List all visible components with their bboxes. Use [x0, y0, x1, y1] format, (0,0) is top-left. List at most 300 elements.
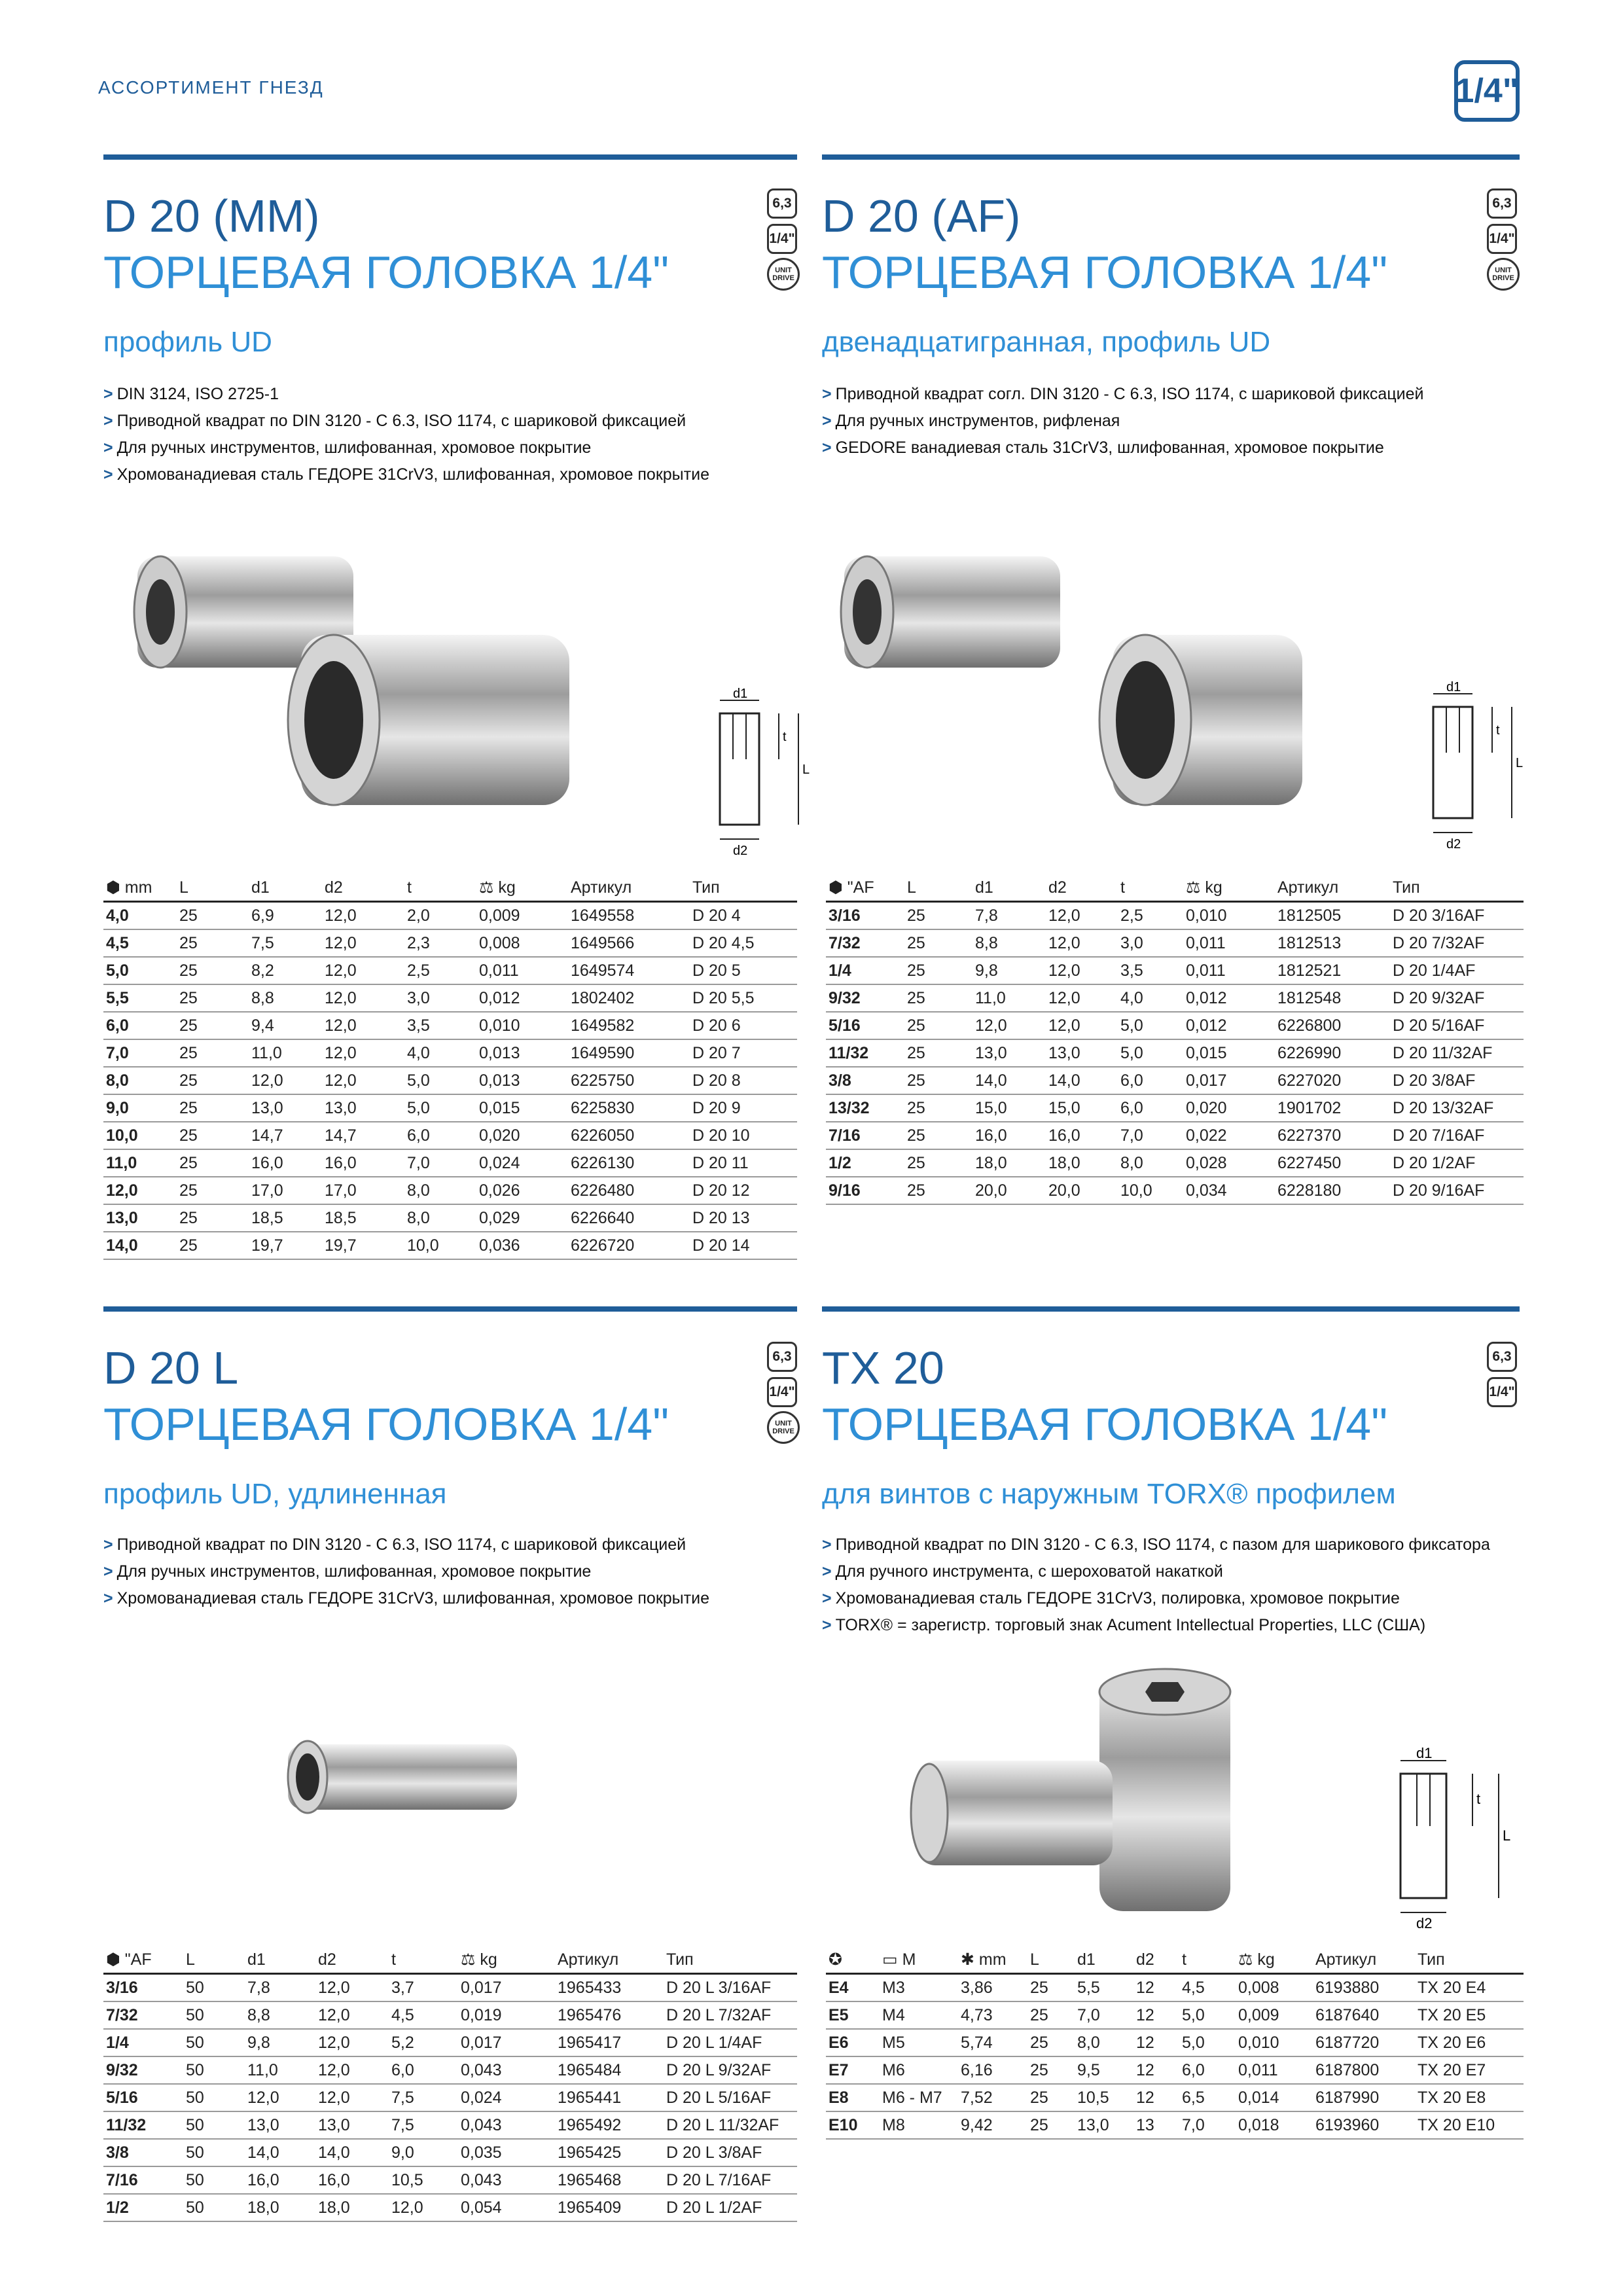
table-cell: 12	[1133, 2084, 1179, 2111]
table-cell: E6	[826, 2029, 880, 2056]
table-cell: 10,5	[389, 2166, 458, 2194]
table-cell: 6193880	[1313, 1974, 1415, 2002]
table-cell: 25	[904, 1067, 972, 1094]
table-cell: 0,018	[1236, 2111, 1313, 2139]
table-cell: 0,010	[1236, 2029, 1313, 2056]
table-row	[826, 2056, 1524, 2084]
feature-item: > Приводной квадрат по DIN 3120 - C 6.3, ISO 1174, с шариковой фиксацией	[103, 412, 687, 430]
table-cell: 14,0	[103, 1232, 177, 1259]
table-cell: 0,008	[1236, 1974, 1313, 2002]
product-subtitle: двенадцатигранная, профиль UD	[822, 326, 1271, 358]
table-cell: 14,7	[249, 1122, 322, 1149]
table-cell: 25	[177, 1177, 249, 1204]
table-cell: M3	[880, 1974, 958, 2002]
table-cell: 4,0	[1118, 984, 1183, 1012]
table-cell: 50	[183, 2111, 245, 2139]
table-cell: M6 - M7	[880, 2084, 958, 2111]
table-cell: 7/16	[826, 1122, 904, 1149]
table-cell: 0,019	[458, 2001, 555, 2029]
table-row	[103, 1974, 797, 2002]
table-cell: 5,0	[1179, 2001, 1236, 2029]
table-cell: 9,8	[972, 957, 1046, 984]
table-cell: D 20 4	[690, 902, 797, 930]
table-cell: 6226050	[568, 1122, 690, 1149]
table-cell: 13,0	[315, 2111, 389, 2139]
table-cell: 50	[183, 1974, 245, 2002]
col-size: ⬢ mm	[103, 874, 177, 902]
table-row	[826, 1177, 1524, 1204]
table-cell: 4,5	[389, 2001, 458, 2029]
table-cell: 7,0	[103, 1039, 177, 1067]
table-cell: 13,0	[972, 1039, 1046, 1067]
drive-badge: 1/4"	[767, 1377, 797, 1407]
table-cell: 8,8	[245, 2001, 315, 2029]
table-cell: 1901702	[1275, 1094, 1390, 1122]
hex-size-icon: ⬢	[106, 1950, 125, 1969]
table-cell: 20,0	[1046, 1177, 1118, 1204]
table-cell: D 20 1/2AF	[1390, 1149, 1524, 1177]
table-cell: M6	[880, 2056, 958, 2084]
table-cell: 0,015	[476, 1094, 568, 1122]
table-cell: 18,5	[249, 1204, 322, 1232]
table-header-row	[103, 1946, 797, 1974]
table-header-row	[826, 1946, 1524, 1974]
feature-list	[103, 381, 709, 488]
table-cell: 7/16	[103, 2166, 183, 2194]
table-cell: 15,0	[1046, 1094, 1118, 1122]
table-cell: 0,013	[476, 1039, 568, 1067]
table-cell: 13/32	[826, 1094, 904, 1122]
table-cell: 12,0	[1046, 1012, 1118, 1039]
table-cell: 0,036	[476, 1232, 568, 1259]
table-cell: 1649574	[568, 957, 690, 984]
table-cell: 25	[904, 957, 972, 984]
table-cell: 0,012	[476, 984, 568, 1012]
table-cell: 11/32	[103, 2111, 183, 2139]
col-type: Тип	[664, 1946, 797, 1974]
table-cell: 4,0	[404, 1039, 476, 1067]
screw-icon: ▭	[882, 1950, 902, 1969]
table-cell: 11,0	[249, 1039, 322, 1067]
col-type: Тип	[1390, 874, 1524, 902]
product-subtitle: профиль UD	[103, 326, 272, 358]
table-cell: 7,0	[404, 1149, 476, 1177]
dim-label-t: t	[1476, 1791, 1481, 1807]
product-title: ТОРЦЕВАЯ ГОЛОВКА 1/4"	[822, 1399, 1388, 1450]
table-cell: 25	[904, 984, 972, 1012]
product-title: ТОРЦЕВАЯ ГОЛОВКА 1/4"	[822, 247, 1388, 298]
scale-icon: ⚖	[1186, 878, 1205, 897]
table-cell: 0,043	[458, 2056, 555, 2084]
table-cell: 14,0	[1046, 1067, 1118, 1094]
table-cell: D 20 L 9/32AF	[664, 2056, 797, 2084]
dimension-diagram	[1387, 1748, 1518, 1931]
table-row	[826, 902, 1524, 930]
table-cell: 15,0	[972, 1094, 1046, 1122]
col-d1: d1	[245, 1946, 315, 1974]
feature-item: > Приводной квадрат по DIN 3120 - C 6.3, ISO 1174, с шариковой фиксацией	[103, 1535, 687, 1554]
table-cell: 25	[904, 1149, 972, 1177]
table-cell: 1965492	[555, 2111, 664, 2139]
col-d1: d1	[972, 874, 1046, 902]
table-row	[103, 2139, 797, 2166]
col-article: Артикул	[1313, 1946, 1415, 1974]
table-cell: 11,0	[245, 2056, 315, 2084]
section-tx20	[822, 1342, 1396, 1510]
table-cell: 50	[183, 2029, 245, 2056]
table-cell: 12,0	[972, 1012, 1046, 1039]
table-cell: 6228180	[1275, 1177, 1390, 1204]
table-row	[103, 1039, 797, 1067]
table-row	[826, 1012, 1524, 1039]
table-cell: 16,0	[972, 1122, 1046, 1149]
table-cell: 6187990	[1313, 2084, 1415, 2111]
table-cell: 6225830	[568, 1094, 690, 1122]
socket-product-photo	[831, 543, 1329, 831]
table-cell: 25	[904, 1012, 972, 1039]
table-cell: 7/32	[826, 929, 904, 957]
col-weight: ⚖ kg	[458, 1946, 555, 1974]
col-length: L	[183, 1946, 245, 1974]
table-cell: 12,0	[103, 1177, 177, 1204]
table-row	[826, 1039, 1524, 1067]
table-cell: E7	[826, 2056, 880, 2084]
table-row	[826, 929, 1524, 957]
table-cell: 12,0	[315, 2056, 389, 2084]
size-badge: 6,3	[767, 1342, 797, 1372]
table-cell: 25	[904, 1122, 972, 1149]
hex-size-icon: ⬢	[829, 878, 847, 897]
table-cell: 17,0	[322, 1177, 404, 1204]
table-cell: 9,5	[1075, 2056, 1133, 2084]
spec-table-tx20	[826, 1946, 1524, 2140]
table-cell: 25	[1027, 2056, 1075, 2084]
table-cell: 12,0	[315, 2001, 389, 2029]
table-cell: 25	[177, 1067, 249, 1094]
table-cell: 0,011	[1183, 929, 1275, 957]
table-cell: 25	[177, 984, 249, 1012]
table-cell: 0,017	[458, 1974, 555, 2002]
table-cell: 13,0	[1075, 2111, 1133, 2139]
product-code: TX 20	[822, 1342, 944, 1393]
table-cell: M4	[880, 2001, 958, 2029]
badge-stack	[1487, 1342, 1517, 1407]
table-cell: 19,7	[249, 1232, 322, 1259]
table-header-row	[826, 874, 1524, 902]
table-cell: 3,5	[1118, 957, 1183, 984]
feature-item: > Хромованадиевая сталь ГЕДОРЕ 31CrV3, полировка, хромовое покрытие	[822, 1589, 1400, 1607]
table-cell: D 20 L 1/4AF	[664, 2029, 797, 2056]
col-t: t	[389, 1946, 458, 1974]
table-row	[826, 2029, 1524, 2056]
table-cell: 0,024	[476, 1149, 568, 1177]
feature-list	[103, 1532, 709, 1612]
feature-item: > Приводной квадрат согл. DIN 3120 - C 6.3, ISO 1174, с шариковой фиксацией	[822, 385, 1424, 403]
table-cell: D 20 3/16AF	[1390, 902, 1524, 930]
dim-label-l: L	[802, 762, 810, 777]
table-cell: 6,0	[103, 1012, 177, 1039]
table-cell: 8,0	[103, 1067, 177, 1094]
table-cell: 6,0	[1118, 1067, 1183, 1094]
table-cell: 1802402	[568, 984, 690, 1012]
table-cell: E4	[826, 1974, 880, 2002]
table-cell: D 20 7/32AF	[1390, 929, 1524, 957]
table-cell: 4,0	[103, 902, 177, 930]
table-cell: 7,52	[958, 2084, 1027, 2111]
table-cell: 12,0	[389, 2194, 458, 2221]
table-cell: 19,7	[322, 1232, 404, 1259]
table-cell: 1649582	[568, 1012, 690, 1039]
table-cell: 1/2	[826, 1149, 904, 1177]
table-cell: 5,74	[958, 2029, 1027, 2056]
table-cell: 25	[177, 1149, 249, 1177]
table-cell: 3,0	[404, 984, 476, 1012]
feature-item: > Для ручных инструментов, шлифованная, хромовое покрытие	[103, 1562, 592, 1581]
table-cell: 9,4	[249, 1012, 322, 1039]
table-cell: 12,0	[322, 902, 404, 930]
table-cell: 11,0	[972, 984, 1046, 1012]
table-cell: 4,73	[958, 2001, 1027, 2029]
table-cell: 1649566	[568, 929, 690, 957]
table-row	[103, 2166, 797, 2194]
table-cell: D 20 11/32AF	[1390, 1039, 1524, 1067]
table-cell: 9,0	[389, 2139, 458, 2166]
table-cell: 25	[1027, 2111, 1075, 2139]
table-cell: 25	[1027, 2001, 1075, 2029]
table-cell: 1649558	[568, 902, 690, 930]
table-cell: 8,8	[249, 984, 322, 1012]
table-cell: 25	[904, 1039, 972, 1067]
table-cell: 7,0	[1179, 2111, 1236, 2139]
table-cell: TX 20 E7	[1415, 2056, 1524, 2084]
table-row	[103, 2084, 797, 2111]
table-cell: 1/4	[103, 2029, 183, 2056]
col-thread: ▭ M	[880, 1946, 958, 1974]
feature-item: > Для ручного инструмента, с шероховатой накаткой	[822, 1562, 1223, 1581]
table-cell: 6226130	[568, 1149, 690, 1177]
table-cell: D 20 1/4AF	[1390, 957, 1524, 984]
product-title: ТОРЦЕВАЯ ГОЛОВКА 1/4"	[103, 1399, 669, 1450]
table-cell: 9,0	[103, 1094, 177, 1122]
feature-item: > TORX® = зарегистр. торговый знак Acument Intellectual Properties, LLC (США)	[822, 1616, 1426, 1634]
table-cell: 12,0	[322, 957, 404, 984]
table-cell: 6226480	[568, 1177, 690, 1204]
table-cell: 25	[177, 1232, 249, 1259]
table-row	[103, 1012, 797, 1039]
table-cell: 13	[1133, 2111, 1179, 2139]
table-cell: 18,5	[322, 1204, 404, 1232]
table-row	[103, 1094, 797, 1122]
table-row	[826, 1149, 1524, 1177]
table-cell: 6,5	[1179, 2084, 1236, 2111]
table-cell: 0,015	[1183, 1039, 1275, 1067]
table-cell: 1812513	[1275, 929, 1390, 957]
table-cell: 12	[1133, 1974, 1179, 2002]
table-cell: 5,0	[103, 957, 177, 984]
torx-star-icon: ✱	[961, 1950, 979, 1969]
table-cell: 0,008	[476, 929, 568, 957]
product-code: D 20 (AF)	[822, 190, 1021, 242]
table-cell: 1965433	[555, 1974, 664, 2002]
dim-label-d2: d2	[1416, 1915, 1433, 1931]
table-cell: 0,020	[1183, 1094, 1275, 1122]
table-cell: 2,5	[1118, 902, 1183, 930]
table-cell: 1/4	[826, 957, 904, 984]
product-subtitle: для винтов с наружным TORX® профилем	[822, 1478, 1396, 1510]
feature-item: > DIN 3124, ISO 2725-1	[103, 385, 279, 403]
table-cell: 13,0	[103, 1204, 177, 1232]
table-cell: D 20 12	[690, 1177, 797, 1204]
table-cell: 0,017	[1183, 1067, 1275, 1094]
table-cell: 12,0	[322, 929, 404, 957]
table-cell: 0,010	[1183, 902, 1275, 930]
section-d20-af	[822, 190, 1388, 358]
col-size: ⬢ "AF	[826, 874, 904, 902]
table-cell: 12,0	[322, 1012, 404, 1039]
table-cell: 0,054	[458, 2194, 555, 2221]
table-cell: D 20 6	[690, 1012, 797, 1039]
table-cell: 0,020	[476, 1122, 568, 1149]
section-rule	[822, 1306, 1520, 1312]
table-cell: 0,028	[1183, 1149, 1275, 1177]
section-rule	[103, 154, 797, 160]
table-cell: 1965425	[555, 2139, 664, 2166]
table-cell: 0,043	[458, 2111, 555, 2139]
col-d1: d1	[1075, 1946, 1133, 1974]
dim-label-t: t	[783, 730, 787, 744]
table-row	[826, 2111, 1524, 2139]
table-cell: 16,0	[315, 2166, 389, 2194]
table-cell: 5,0	[1118, 1012, 1183, 1039]
table-cell: M8	[880, 2111, 958, 2139]
table-cell: 3/8	[826, 1067, 904, 1094]
table-cell: 18,0	[245, 2194, 315, 2221]
feature-list	[822, 381, 1424, 461]
table-cell: 2,0	[404, 902, 476, 930]
table-cell: 6187800	[1313, 2056, 1415, 2084]
table-cell: 3,7	[389, 1974, 458, 2002]
table-row	[103, 1232, 797, 1259]
table-row	[826, 1974, 1524, 2002]
table-cell: D 20 L 5/16AF	[664, 2084, 797, 2111]
table-header-row	[103, 874, 797, 902]
table-cell: D 20 11	[690, 1149, 797, 1177]
col-t: t	[1118, 874, 1183, 902]
unit-drive-icon: UNIT DRIVE	[767, 258, 800, 291]
table-cell: 25	[1027, 2084, 1075, 2111]
table-cell: D 20 L 7/32AF	[664, 2001, 797, 2029]
table-cell: 5,5	[103, 984, 177, 1012]
table-cell: 25	[177, 1094, 249, 1122]
socket-product-photo	[903, 1662, 1322, 1937]
table-cell: 5,0	[404, 1067, 476, 1094]
table-cell: 0,034	[1183, 1177, 1275, 1204]
table-cell: E10	[826, 2111, 880, 2139]
table-cell: 25	[904, 1094, 972, 1122]
table-cell: 1965417	[555, 2029, 664, 2056]
table-cell: 12,0	[1046, 984, 1118, 1012]
table-cell: 7,0	[1075, 2001, 1133, 2029]
table-cell: 5,0	[404, 1094, 476, 1122]
col-weight: ⚖ kg	[1183, 874, 1275, 902]
table-cell: 25	[177, 957, 249, 984]
table-row	[826, 1094, 1524, 1122]
table-cell: 16,0	[245, 2166, 315, 2194]
table-cell: 8,0	[1075, 2029, 1133, 2056]
table-cell: 4,5	[1179, 1974, 1236, 2002]
table-cell: TX 20 E5	[1415, 2001, 1524, 2029]
col-article: Артикул	[1275, 874, 1390, 902]
table-cell: D 20 8	[690, 1067, 797, 1094]
table-cell: 12,0	[315, 2084, 389, 2111]
table-cell: 18,0	[1046, 1149, 1118, 1177]
table-cell: 1965468	[555, 2166, 664, 2194]
table-cell: 25	[904, 929, 972, 957]
table-cell: M5	[880, 2029, 958, 2056]
table-cell: 16,0	[1046, 1122, 1118, 1149]
table-row	[103, 957, 797, 984]
table-cell: 0,017	[458, 2029, 555, 2056]
table-cell: 7,0	[1118, 1122, 1183, 1149]
table-cell: 13,0	[245, 2111, 315, 2139]
table-cell: 0,029	[476, 1204, 568, 1232]
table-cell: 0,014	[1236, 2084, 1313, 2111]
table-cell: 12	[1133, 2029, 1179, 2056]
table-cell: 12	[1133, 2056, 1179, 2084]
table-cell: 0,022	[1183, 1122, 1275, 1149]
dim-label-d1: d1	[1416, 1748, 1433, 1761]
table-cell: 3/16	[826, 902, 904, 930]
table-cell: D 20 5/16AF	[1390, 1012, 1524, 1039]
drive-badge: 1/4"	[767, 224, 797, 254]
product-title: ТОРЦЕВАЯ ГОЛОВКА 1/4"	[103, 247, 669, 298]
table-row	[103, 2056, 797, 2084]
table-cell: 50	[183, 2084, 245, 2111]
col-article: Артикул	[555, 1946, 664, 1974]
unit-drive-icon: UNIT DRIVE	[1487, 258, 1520, 291]
col-size: ⬢ "AF	[103, 1946, 183, 1974]
table-cell: E8	[826, 2084, 880, 2111]
feature-item: > Для ручных инструментов, рифленая	[822, 412, 1120, 430]
table-cell: 6,0	[1118, 1094, 1183, 1122]
col-length: L	[904, 874, 972, 902]
size-badge: 6,3	[1487, 1342, 1517, 1372]
table-cell: 1965484	[555, 2056, 664, 2084]
table-cell: 12,0	[1046, 929, 1118, 957]
scale-icon: ⚖	[479, 878, 499, 897]
table-cell: 7,8	[972, 902, 1046, 930]
table-row	[826, 1067, 1524, 1094]
table-cell: 9/32	[826, 984, 904, 1012]
table-cell: 7,8	[245, 1974, 315, 2002]
table-cell: 50	[183, 2194, 245, 2221]
table-cell: D 20 7/16AF	[1390, 1122, 1524, 1149]
feature-item: > Хромованадиевая сталь ГЕДОРЕ 31CrV3, шлифованная, хромовое покрытие	[103, 1589, 709, 1607]
drive-badge: 1/4"	[1487, 224, 1517, 254]
table-cell: 1812505	[1275, 902, 1390, 930]
table-cell: TX 20 E6	[1415, 2029, 1524, 2056]
table-cell: 8,8	[972, 929, 1046, 957]
table-cell: TX 20 E8	[1415, 2084, 1524, 2111]
table-cell: 0,011	[476, 957, 568, 984]
col-d2: d2	[1133, 1946, 1179, 1974]
table-cell: D 20 13/32AF	[1390, 1094, 1524, 1122]
section-d20-mm	[103, 190, 669, 358]
table-cell: 12	[1133, 2001, 1179, 2029]
table-cell: 18,0	[972, 1149, 1046, 1177]
table-cell: 5,0	[1179, 2029, 1236, 2056]
table-cell: D 20 L 1/2AF	[664, 2194, 797, 2221]
